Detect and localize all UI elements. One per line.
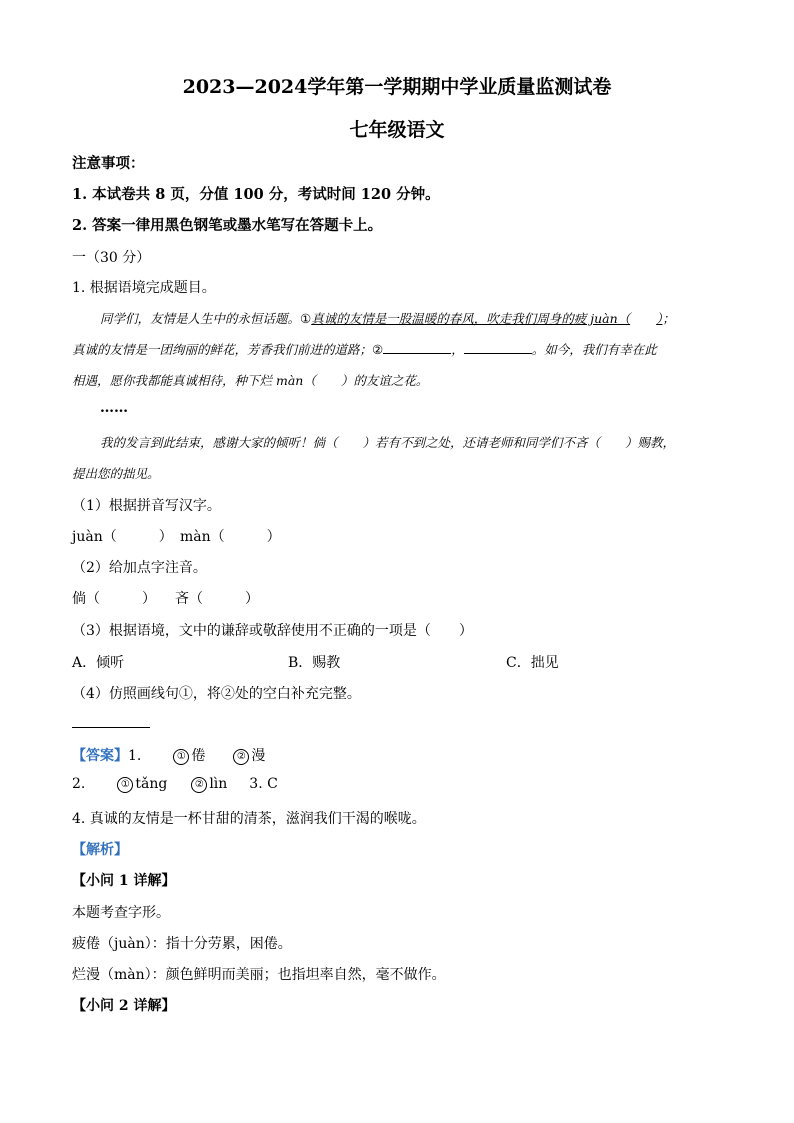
analysis-line-1: 本题考查字形。	[72, 905, 170, 921]
ellipsis: ……	[100, 400, 128, 416]
passage-text: 。如今，我们有幸在此	[531, 342, 657, 357]
answer-text: tǎng	[135, 776, 168, 792]
circled-number: ①	[173, 749, 189, 765]
circled-number: ②	[233, 749, 249, 765]
bracket-close: ）	[656, 311, 663, 326]
answer-blank[interactable]	[464, 341, 532, 354]
divider	[72, 727, 150, 728]
sub-question-3: （3）根据语境，文中的谦辞或敬辞使用不正确的一项是（ ）	[72, 623, 473, 639]
notes-line-1: 1. 本试卷共 8 页，分值 100 分，考试时间 120 分钟。	[72, 186, 440, 203]
answer-text: 漫	[251, 748, 266, 764]
answer-number: 3. C	[249, 776, 278, 792]
circled-number: ①	[117, 777, 133, 793]
passage-line-1	[100, 309, 675, 327]
answer-number: 1.	[128, 748, 142, 764]
answer-text: 倦	[191, 748, 206, 764]
analysis-line-3: 烂漫（màn）：颜色鲜明而美丽；也指坦率自然，毫不做作。	[72, 967, 446, 983]
analysis-tag: 【解析】	[72, 842, 128, 858]
punctuation: ，	[451, 342, 464, 357]
sub-question-2: （2）给加点字注音。	[72, 560, 207, 576]
passage-text: 真诚的友情是一团绚丽的鲜花，芳香我们前进的道路；	[72, 342, 373, 357]
analysis-line-2: 疲倦（juàn）：指十分劳累，困倦。	[72, 936, 292, 952]
exam-title: 2023—2024学年第一学期期中学业质量监测试卷	[182, 76, 612, 98]
section-heading: 一（30 分）	[72, 250, 151, 266]
passage-line-3: 相遇，愿你我都能真诚相待，种下烂 màn（ ）的友谊之花。	[72, 373, 429, 388]
circled-number: ②	[191, 777, 207, 793]
notes-line-2: 2. 答案一律用黑色钢笔或墨水笔写在答题卡上。	[72, 217, 383, 234]
answer-tag: 【答案】	[72, 748, 128, 764]
answer-number: 2.	[72, 776, 86, 792]
sub-question-1-blank-b: màn（ ）	[180, 529, 281, 545]
sub-question-2-blank-a: 倘（ ）	[72, 591, 156, 607]
punctuation: ；	[662, 311, 675, 326]
question-1-stem: 1. 根据语境完成题目。	[72, 280, 216, 296]
sub-question-1: （1）根据拼音写汉字。	[72, 498, 221, 514]
answer-line-1	[72, 745, 265, 765]
answer-blank[interactable]	[383, 341, 451, 354]
sub-question-1-blank-a: juàn（ ）	[72, 529, 173, 545]
exam-subtitle: 七年级语文	[349, 119, 445, 141]
option-a: A．倾听	[72, 655, 125, 671]
circled-number: ①	[300, 311, 312, 326]
option-b: B．赐教	[288, 655, 341, 671]
answer-text: lìn	[209, 776, 228, 792]
option-c: C．拙见	[506, 655, 559, 671]
passage-text: 同学们，友情是人生中的永恒话题。	[100, 311, 301, 326]
passage-line-2	[72, 340, 657, 358]
passage-line-5: 提出您的拙见。	[72, 466, 160, 481]
passage-line-4: 我的发言到此结束，感谢大家的倾听！倘（ ）若有不到之处，还请老师和同学们不吝（ ）赐教，	[100, 435, 676, 450]
sub-question-4: （4）仿照画线句①，将②处的空白补充完整。	[72, 686, 361, 702]
notes-heading: 注意事项：	[72, 155, 145, 172]
sub-question-2-blank-b: 吝（ ）	[175, 591, 259, 607]
answer-line-2	[72, 776, 278, 793]
sub-heading-1: 【小问 1 详解】	[72, 873, 176, 889]
circled-number: ②	[372, 342, 384, 357]
underlined-text: 真诚的友情是一股温暖的春风，吹走我们周身的疲 juàn（	[311, 311, 631, 326]
answer-line-4: 4. 真诚的友情是一杯甘甜的清茶，滋润我们干渴的喉咙。	[72, 811, 426, 827]
underlined-sentence	[311, 311, 662, 326]
sub-heading-2: 【小问 2 详解】	[72, 998, 176, 1014]
